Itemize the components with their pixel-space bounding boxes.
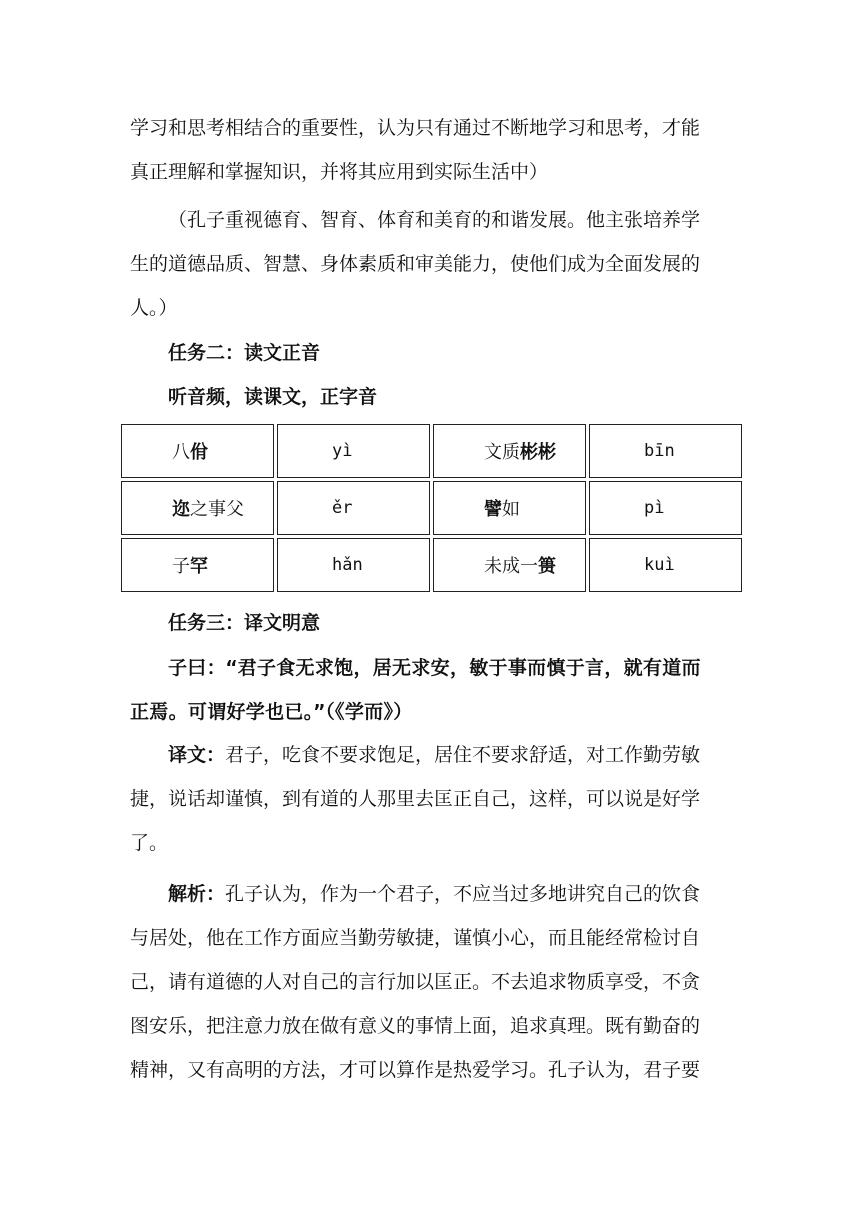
text-line: 捷，说话却谨慎，到有道的人那里去匡正自己，这样，可以说是好学 xyxy=(130,788,701,810)
pinyin-cell: ěr xyxy=(277,481,430,535)
classical-quote xyxy=(130,646,742,734)
table-row xyxy=(121,424,742,478)
task2-title: 任务二：读文正音 xyxy=(168,342,321,364)
word-cell: 譬如 xyxy=(433,481,586,535)
task3-section xyxy=(130,601,742,645)
text-line: 了。 xyxy=(130,832,169,854)
word-cell: 迩之事父 xyxy=(121,481,274,535)
word-cell: 未成一篑 xyxy=(433,538,586,592)
text-line: 与居处，他在工作方面应当勤劳敏捷，谨慎小心，而且能经常检讨自 xyxy=(130,927,701,949)
pinyin-cell: hǎn xyxy=(277,538,430,592)
pinyin-cell: bīn xyxy=(589,424,742,478)
translation-paragraph xyxy=(130,733,742,865)
text-line: （孔子重视德育、智育、体育和美育的和谐发展。他主张培养学 xyxy=(168,209,701,231)
paragraph-continuation xyxy=(130,106,742,194)
word-cell: 子罕 xyxy=(121,538,274,592)
word-cell: 文质彬彬 xyxy=(433,424,586,478)
text-line: 译文：君子，吃食不要求饱足，居住不要求舒适，对工作勤劳敏 xyxy=(168,744,701,766)
table-row xyxy=(121,481,742,535)
paragraph-confucius-education xyxy=(130,198,742,330)
task2-subtitle: 听音频，读课文，正字音 xyxy=(168,386,378,408)
text-line: 图安乐，把注意力放在做有意义的事情上面，追求真理。既有勤奋的 xyxy=(130,1015,701,1037)
text-line: 精神，又有高明的方法，才可以算作是热爱学习。孔子认为，君子要 xyxy=(130,1059,701,1081)
task3-title: 任务三：译文明意 xyxy=(168,612,321,634)
pronunciation-table xyxy=(118,421,745,595)
analysis-paragraph xyxy=(130,872,742,1092)
text-line: 己，请有道德的人对自己的言行加以匡正。不去追求物质享受，不贪 xyxy=(130,971,701,993)
task2-section xyxy=(130,331,742,419)
analysis-label: 解析： xyxy=(168,883,226,905)
word-cell: 八佾 xyxy=(121,424,274,478)
pinyin-cell: yì xyxy=(277,424,430,478)
text-line: 人。） xyxy=(130,297,178,319)
table-row xyxy=(121,538,742,592)
pinyin-cell: kuì xyxy=(589,538,742,592)
text-line: 真正理解和掌握知识，并将其应用到实际生活中） xyxy=(130,161,549,183)
text-line: 学习和思考相结合的重要性，认为只有通过不断地学习和思考，才能 xyxy=(130,117,701,139)
translation-label: 译文： xyxy=(168,744,226,766)
text-line: 生的道德品质、智慧、身体素质和审美能力，使他们成为全面发展的 xyxy=(130,253,701,275)
quote-line: 子曰：“君子食无求饱，居无求安，敏于事而慎于言，就有道而 xyxy=(168,657,701,679)
quote-line: 正焉。可谓好学也已。”（《学而》） xyxy=(130,701,413,723)
text-line: 解析：孔子认为，作为一个君子，不应当过多地讲究自己的饮食 xyxy=(168,883,701,905)
pinyin-cell: pì xyxy=(589,481,742,535)
